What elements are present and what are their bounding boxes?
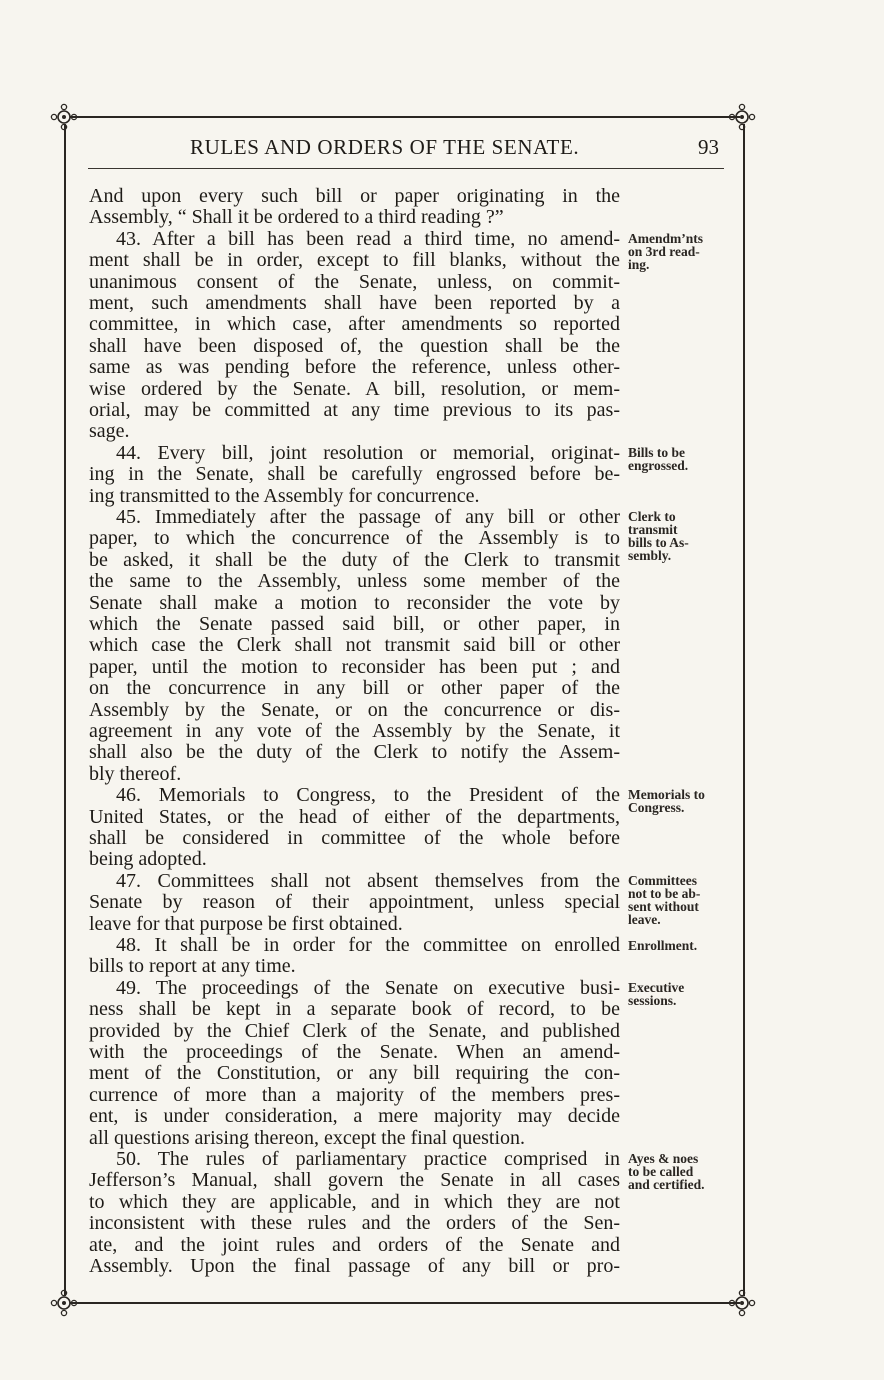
text-line: inconsistent with these rules and the orders of the Sen-: [89, 1212, 620, 1235]
text-line: on the concurrence in any bill or other paper of the: [89, 677, 620, 700]
text-line: paper, to which the concurrence of the Assembly is to: [89, 527, 620, 550]
text-line: Senate shall make a motion to reconsider the vote by: [89, 591, 620, 614]
text-line: 45. Immediately after the passage of any bill or other: [116, 506, 620, 528]
text-line: to which they are applicable, and in which they are not: [89, 1190, 620, 1213]
text-line: ent, is under consideration, a mere majority may decide: [89, 1105, 620, 1128]
text-line: 48. It shall be in order for the committee on enrolled: [116, 934, 620, 956]
corner-ornament-icon: [50, 103, 78, 131]
text-line: Jefferson’s Manual, shall govern the Senate in all cases: [89, 1169, 620, 1192]
text-line: Assembly. Upon the final passage of any bill or pro-: [89, 1255, 620, 1277]
text-line: committee, in which case, after amendments so reported: [89, 313, 620, 336]
text-line: Assembly, “ Shall it be ordered to a third reading ?”: [89, 206, 504, 229]
corner-ornament-icon: [728, 103, 756, 131]
text-line: agreement in any vote of the Assembly by the Senate, it: [89, 720, 620, 742]
margin-note: Amendm’nts on 3rd read- ing.: [628, 231, 704, 272]
text-line: ate, and the joint rules and orders of the Senate and: [89, 1233, 620, 1256]
text-line: ment, such amendments shall have been reported by a: [89, 292, 620, 314]
margin-note: Enrollment.: [628, 938, 698, 953]
corner-ornament-icon: [728, 1289, 756, 1317]
text-line: shall have been disposed of, the question shall be the: [89, 334, 620, 357]
text-line: United States, or the head of either of the departments,: [89, 805, 620, 828]
text-line: which case the Clerk shall not transmit said bill or other: [89, 634, 620, 657]
margin-note: Committees not to be ab- sent without leave.: [628, 873, 701, 927]
bottom-border-rule: [70, 1302, 740, 1304]
text-line: all questions arising thereon, except the final question.: [89, 1126, 525, 1149]
text-line: ing in the Senate, shall be carefully engrossed before be-: [89, 463, 620, 486]
text-line: unanimous consent of the Senate, unless, on commit-: [89, 270, 620, 293]
text-line: be asked, it shall be the duty of the Clerk to transmit: [89, 548, 620, 571]
text-line: 46. Memorials to Congress, to the President of the: [116, 784, 620, 807]
text-line: ment shall be in order, except to fill blanks, without the: [89, 249, 620, 272]
text-line: provided by the Chief Clerk of the Senate, and published: [89, 1019, 620, 1042]
text-line: ness shall be kept in a separate book of record, to be: [89, 998, 620, 1021]
corner-ornament-icon: [50, 1289, 78, 1317]
text-line: sage.: [89, 420, 130, 443]
header-rule: [88, 168, 724, 169]
text-line: wise ordered by the Senate. A bill, resolution, or mem-: [89, 377, 620, 400]
text-line: ment of the Constitution, or any bill requiring the con-: [89, 1062, 620, 1085]
text-line: the same to the Assembly, unless some member of the: [89, 570, 620, 593]
text-line: And upon every such bill or paper originating in the: [89, 185, 620, 207]
text-line: shall also be the duty of the Clerk to notify the Assem-: [89, 741, 620, 764]
margin-note: Memorials to Congress.: [628, 787, 705, 815]
text-line: orial, may be committed at any time previous to its pas-: [89, 399, 620, 421]
text-line: which the Senate passed said bill, or other paper, in: [89, 613, 620, 635]
text-line: paper, until the motion to reconsider has been put ; and: [89, 655, 620, 678]
page-number: 93: [698, 135, 719, 159]
text-line: 43. After a bill has been read a third time, no amend-: [116, 227, 620, 250]
text-line: ing transmitted to the Assembly for concurrence.: [89, 484, 480, 507]
text-line: with the proceedings of the Senate. When an amend-: [89, 1041, 620, 1063]
text-line: bly thereof.: [89, 762, 182, 785]
right-border-rule: [743, 124, 745, 1296]
text-line: same as was pending before the reference, unless other-: [89, 356, 620, 379]
text-line: being adopted.: [89, 848, 207, 871]
text-line: 47. Committees shall not absent themselves from the: [116, 869, 620, 892]
text-line: 50. The rules of parliamentary practice comprised in: [116, 1148, 620, 1170]
margin-note: Bills to be engrossed.: [628, 445, 689, 473]
running-title: RULES AND ORDERS OF THE SENATE.: [190, 135, 580, 159]
text-line: 44. Every bill, joint resolution or memorial, originat-: [116, 441, 620, 464]
top-border-rule: [70, 116, 740, 118]
text-line: leave for that purpose be first obtained.: [89, 912, 403, 935]
text-line: bills to report at any time.: [89, 955, 296, 978]
margin-note: Clerk to transmit bills to As- sembly.: [628, 509, 689, 563]
margin-note: Executive sessions.: [628, 980, 685, 1008]
text-line: Assembly by the Senate, or on the concurrence or dis-: [89, 698, 620, 721]
margin-note: Ayes & noes to be called and certified.: [628, 1151, 705, 1192]
text-line: 49. The proceedings of the Senate on executive busi-: [116, 976, 620, 999]
text-line: Senate by reason of their appointment, unless special: [89, 891, 620, 914]
text-line: shall be considered in committee of the whole before: [89, 827, 620, 849]
text-line: currence of more than a majority of the members pres-: [89, 1083, 620, 1106]
left-border-rule: [64, 124, 66, 1296]
